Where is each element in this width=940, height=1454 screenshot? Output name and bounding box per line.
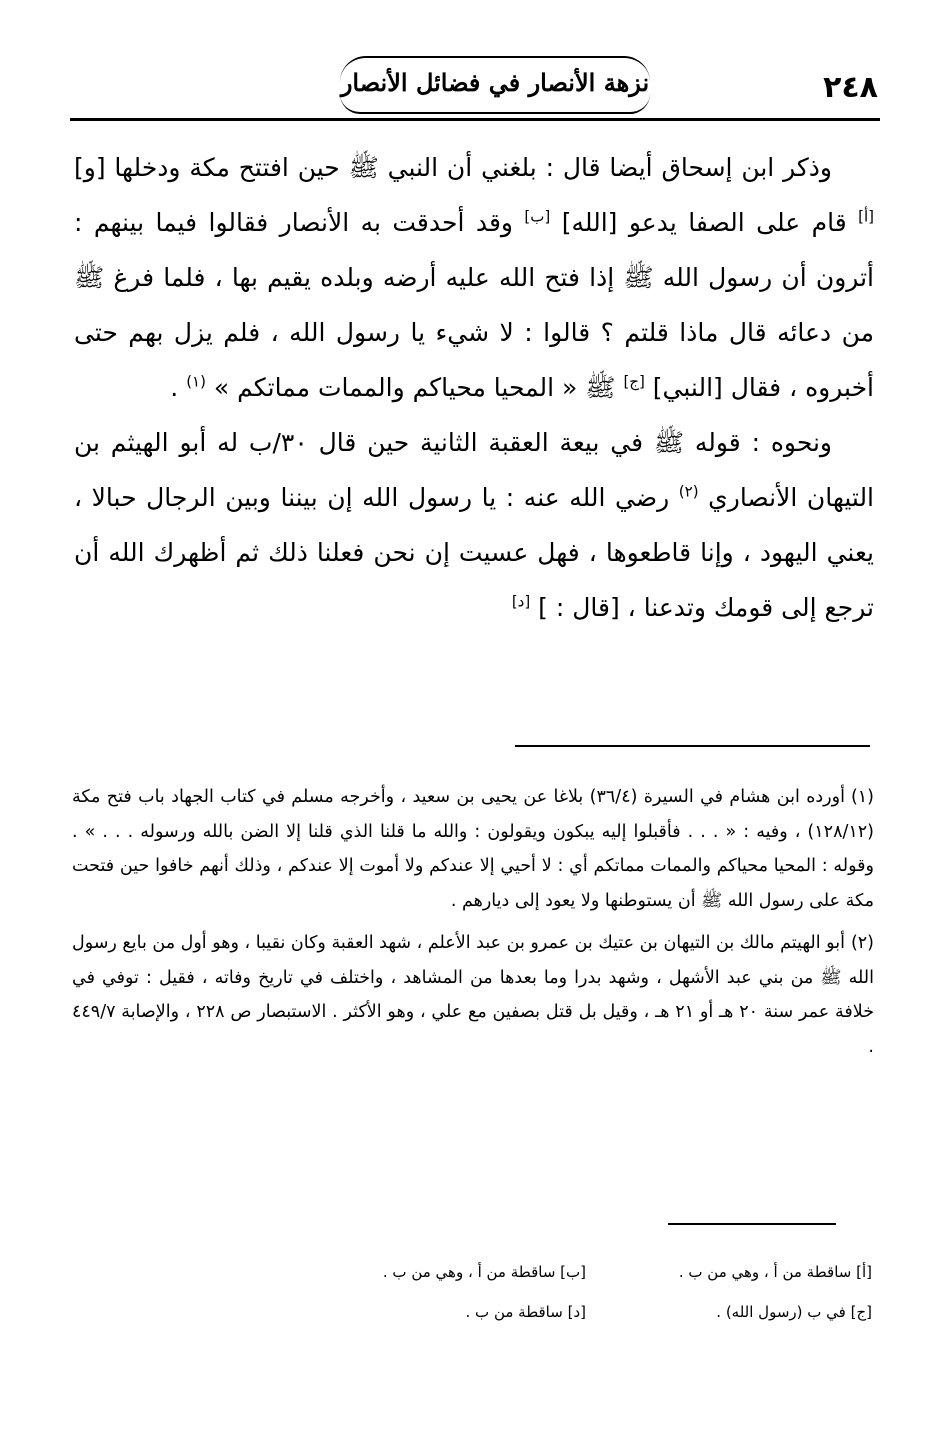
variant-mark: [ب]: [560, 1263, 586, 1281]
paragraph-1-text-c: وقد أحدقت به الأنصار فقالوا فيما بينهم : أترون أن رسول الله ﷺ إذا فتح الله عليه أرضه وبلده يقيم بها ، فلما فرغ ﷺ من دعائه قال ماذا قلتم ؟ قالوا : لا شيء يا رسول الله ، فلم يزل بهم حتى أخبروه ، فقال [النبي]: [74, 208, 874, 402]
variant-mark-c: [ج]: [623, 372, 645, 391]
paragraph-2: [74, 415, 874, 635]
variant-b: [300, 1252, 586, 1292]
footnote-text: أورده ابن هشام في السيرة (٣٦/٤) بلاغا عن يحيى بن سعيد ، وأخرجه مسلم في كتاب الجهاد باب فتح مكة (١٢٨/١٢) ، وفيه : « . . . فأقبلوا إليه يبكون ويقولون : والله ما قلنا الذي قلنا إلا الضن بالله ورسوله . . . » . وقوله : المحيا محياكم والممات مماتكم أي : لا أحيي إلا عندكم ولا أموت إلا عندكم ، وذلك أنهم خافوا حين فتحت مكة على رسول الله ﷺ أن يستوطنها ولا يعود إلى ديارهم .: [72, 787, 874, 911]
variant-c: [586, 1292, 872, 1332]
textual-variants: [300, 1252, 872, 1332]
footnote-ref-1: (١): [186, 372, 206, 391]
variant-text: في ب (رسول الله) .: [716, 1303, 846, 1321]
main-text: [74, 140, 874, 635]
paragraph-1-end: .: [170, 373, 179, 402]
variants-separator: [668, 1223, 836, 1225]
variant-a: [586, 1252, 872, 1292]
variant-text: ساقطة من أ ، وهي من ب .: [382, 1263, 556, 1281]
variant-mark: [د]: [567, 1303, 586, 1321]
variant-mark: [أ]: [856, 1263, 872, 1281]
variant-d: [300, 1292, 586, 1332]
paragraph-2-text: ونحوه : قوله ﷺ في بيعة العقبة الثانية حين قال ٣٠/ب له أبو الهيثم بن التيهان الأنصاري: [74, 428, 875, 512]
paragraph-1-text: وذكر ابن إسحاق أيضا قال : بلغني أن النبي ﷺ حين افتتح مكة ودخلها [و]: [74, 153, 832, 182]
variant-text: ساقطة من ب .: [465, 1303, 563, 1321]
paragraph-1: [74, 140, 874, 415]
variant-mark-b: [ب]: [524, 207, 551, 226]
running-title: نزهة الأنصار في فضائل الأنصار: [340, 68, 650, 97]
footnote-2: [72, 926, 874, 1064]
paragraph-1-text-b: قام على الصفا يدعو [الله]: [561, 208, 847, 237]
footnote-ref-2: (٢): [678, 482, 699, 501]
page-header: [70, 40, 880, 120]
paragraph-2-text-b: رضي الله عنه : يا رسول الله إن بيننا وبين الرجال حبالا ، يعني اليهود ، وإنا قاطعوها ، فهل عسيت إن نحن فعلنا ذلك ثم أظهرك الله أن ترجع إلى قومك وتدعنا ، [قال : ]: [74, 483, 874, 622]
footnote-number: (٢): [850, 933, 874, 953]
footnote-number: (١): [850, 787, 874, 807]
variant-mark: [ج]: [850, 1303, 872, 1321]
variant-mark-a: [أ]: [858, 207, 874, 226]
header-rule: [70, 118, 880, 121]
footnote-1: [72, 780, 874, 918]
variant-row: [300, 1292, 872, 1332]
variant-row: [300, 1252, 872, 1292]
page-number: ٢٤٨: [823, 70, 878, 105]
paragraph-1-text-d: ﷺ « المحيا محياكم والممات مماتكم »: [213, 373, 616, 402]
variant-text: ساقطة من أ ، وهي من ب .: [678, 1263, 852, 1281]
footnote-text: أبو الهيتم مالك بن التيهان بن عتيك بن عمرو بن عبد الأعلم ، شهد العقبة وكان نقيبا ، وهو أول من بايع رسول الله ﷺ من بني عبد الأشهل ، وشهد بدرا وما بعدها من المشاهد ، واختلف في تاريخ وفاته ، فقيل : توفي في خلافة عمر سنة ٢٠ هـ أو ٢١ هـ ، وقيل بل قتل بصفين مع علي ، وهو الأكثر . الاستبصار ص ٢٢٨ ، والإصابة ٤٤٩/٧ .: [72, 933, 875, 1057]
footnote-separator: [515, 745, 870, 747]
variant-mark-d: [د]: [511, 592, 531, 611]
footnotes: [72, 780, 874, 1072]
